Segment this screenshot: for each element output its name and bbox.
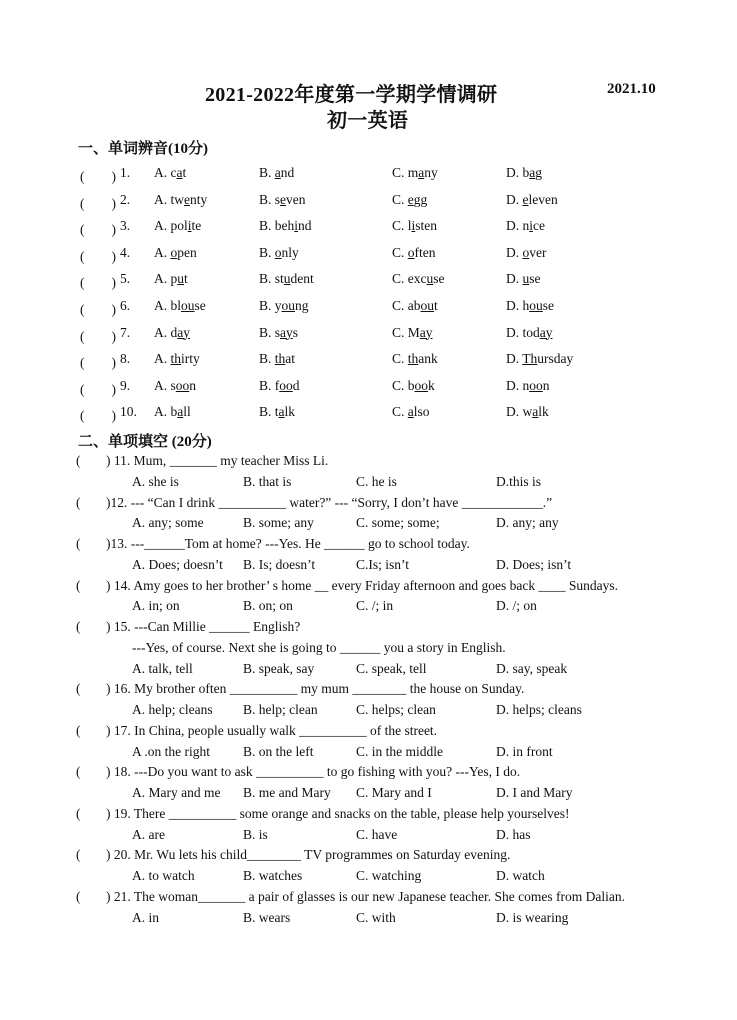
answer-option: D. helps; cleans bbox=[496, 702, 582, 717]
underlined-letters: a bbox=[532, 404, 539, 420]
option-d bbox=[506, 218, 545, 234]
answer-option: D. in front bbox=[496, 743, 553, 759]
option-text: A. b bbox=[154, 404, 178, 420]
option-a bbox=[154, 165, 186, 181]
question-text: ) 21. The woman_______ a pair of glasses is our new Japanese teacher. She comes from Dalian. bbox=[106, 888, 625, 904]
option-text: C. ab bbox=[392, 298, 421, 313]
option-text: nly bbox=[281, 244, 299, 260]
answer-option: D. I and Mary bbox=[496, 785, 573, 800]
option-a bbox=[154, 218, 201, 234]
answer-option: D. Does; isn’t bbox=[496, 556, 572, 572]
answer-option: A. are bbox=[132, 826, 165, 842]
option-a bbox=[154, 192, 207, 208]
underlined-letters: o bbox=[274, 244, 282, 260]
option-text: ften bbox=[414, 244, 436, 260]
option-text: C. b bbox=[392, 377, 415, 393]
answer-option: A. Does; doesn’t bbox=[132, 556, 223, 572]
underlined-letters: th bbox=[170, 351, 182, 367]
option-text: dent bbox=[290, 271, 314, 287]
underlined-letters: u bbox=[283, 271, 291, 287]
answer-option: B. speak, say bbox=[243, 660, 315, 676]
option-text: C. bbox=[392, 191, 408, 207]
exam-date: 2021.10 bbox=[607, 81, 656, 97]
option-d bbox=[506, 271, 541, 287]
answer-paren: ( bbox=[76, 722, 81, 738]
answer-option: A. talk, tell bbox=[132, 660, 193, 676]
answer-option: C. with bbox=[356, 909, 396, 925]
option-text: se bbox=[194, 298, 206, 313]
option-d bbox=[506, 165, 542, 181]
option-text: n bbox=[189, 377, 197, 393]
option-text: D. n bbox=[506, 377, 530, 393]
underlined-letters: a bbox=[529, 165, 536, 180]
answer-option: B. me and Mary bbox=[243, 785, 331, 800]
question-number: 9. bbox=[120, 377, 131, 393]
underlined-letters: a bbox=[274, 165, 281, 180]
option-text: lk bbox=[538, 404, 549, 420]
option-text: D. bbox=[506, 351, 523, 367]
underlined-letters: a bbox=[278, 404, 285, 420]
option-text: ll bbox=[183, 404, 191, 420]
answer-option: C. some; some; bbox=[356, 515, 440, 531]
question-number: 10. bbox=[120, 404, 137, 420]
answer-blank: ( ) bbox=[80, 275, 116, 291]
underlined-letters: i bbox=[187, 218, 192, 234]
option-b bbox=[259, 404, 295, 420]
option-text: ng bbox=[295, 298, 309, 313]
answer-option: D. watch bbox=[496, 868, 545, 883]
underlined-letters: ou bbox=[281, 298, 296, 313]
option-text: D. w bbox=[506, 404, 533, 420]
question-text: ---Yes, of course. Next she is going to ______ you a story in English. bbox=[132, 639, 506, 655]
answer-paren: ( bbox=[76, 577, 81, 593]
option-text: A. pol bbox=[154, 218, 188, 234]
option-a bbox=[154, 325, 190, 341]
answer-option: D. any; any bbox=[496, 515, 559, 531]
option-a bbox=[154, 351, 200, 367]
option-text: te bbox=[191, 218, 202, 234]
question-text: )13. ---______Tom at home? ---Yes. He ______ go to school today. bbox=[106, 536, 470, 551]
underlined-letters: o bbox=[522, 244, 530, 260]
answer-option: A. she is bbox=[132, 473, 179, 489]
answer-paren: ( bbox=[76, 681, 81, 697]
answer-blank: ( ) bbox=[80, 222, 116, 238]
option-c bbox=[392, 298, 438, 314]
question-number: 7. bbox=[120, 324, 131, 340]
underlined-letters: ou bbox=[529, 298, 543, 313]
option-text: A. c bbox=[154, 165, 177, 180]
answer-option: C. speak, tell bbox=[356, 660, 427, 676]
underlined-letters: Th bbox=[522, 351, 538, 367]
answer-option: A. help; cleans bbox=[132, 702, 213, 717]
answer-paren: ( bbox=[76, 494, 81, 510]
option-c bbox=[392, 165, 438, 181]
question-text: ) 15. ---Can Millie ______ English? bbox=[106, 619, 301, 634]
answer-option: D. say, speak bbox=[496, 660, 568, 676]
option-text: A. bbox=[154, 244, 171, 260]
option-text: leven bbox=[528, 191, 558, 207]
underlined-letters: th bbox=[407, 351, 419, 367]
option-text: D. bbox=[506, 191, 523, 207]
option-c bbox=[392, 245, 436, 261]
answer-option: A. to watch bbox=[132, 868, 195, 883]
question-number: 5. bbox=[120, 271, 131, 287]
underlined-letters: e bbox=[184, 191, 190, 207]
option-a bbox=[154, 271, 188, 287]
option-b bbox=[259, 298, 309, 314]
question-number: 2. bbox=[120, 191, 131, 207]
answer-option: A. any; some bbox=[132, 515, 204, 531]
section-heading: 一、单词辨音(10分) bbox=[78, 141, 208, 157]
answer-option: A. in bbox=[132, 909, 159, 925]
option-text: gg bbox=[413, 191, 428, 207]
option-text: t bbox=[182, 165, 187, 180]
option-d bbox=[506, 192, 558, 208]
option-a bbox=[154, 404, 191, 420]
option-text: ver bbox=[529, 244, 547, 260]
option-text: C. m bbox=[392, 165, 419, 180]
option-b bbox=[259, 218, 312, 234]
option-b bbox=[259, 245, 299, 261]
option-c bbox=[392, 271, 445, 287]
option-text: nd bbox=[280, 165, 295, 180]
underlined-letters: ou bbox=[420, 298, 434, 313]
option-text: t bbox=[184, 271, 188, 287]
option-text: lk bbox=[284, 404, 296, 420]
option-a bbox=[154, 298, 206, 314]
question-text: ) 20. Mr. Wu lets his child________ TV programmes on Saturday evening. bbox=[106, 847, 511, 863]
option-b bbox=[259, 192, 306, 208]
option-c bbox=[392, 218, 437, 234]
option-text: lso bbox=[413, 404, 430, 420]
underlined-letters: o bbox=[170, 244, 178, 260]
answer-option: B. wears bbox=[243, 909, 291, 925]
underlined-letters: a bbox=[176, 165, 183, 180]
underlined-letters: e bbox=[522, 191, 529, 207]
option-text: nty bbox=[190, 191, 208, 207]
answer-paren: ( bbox=[76, 619, 81, 634]
option-text: B. beh bbox=[259, 218, 295, 234]
option-d bbox=[506, 245, 547, 261]
underlined-letters: a bbox=[177, 404, 184, 420]
question-number: 8. bbox=[120, 351, 131, 367]
answer-option: B. watches bbox=[243, 868, 303, 883]
option-text: D. bbox=[506, 271, 523, 287]
option-b bbox=[259, 271, 314, 287]
exam-title: 2021-2022年度第一学期学情调研 bbox=[205, 84, 498, 106]
option-text: C. M bbox=[392, 324, 420, 340]
option-b bbox=[259, 325, 298, 341]
answer-blank: ( ) bbox=[80, 408, 116, 424]
underlined-letters: th bbox=[274, 351, 286, 367]
question-text: ) 14. Amy goes to her brother’ s home __ every Friday afternoon and goes back ____ Sundays. bbox=[106, 577, 619, 593]
answer-blank: ( ) bbox=[80, 381, 116, 397]
option-text: irty bbox=[181, 351, 200, 367]
option-text: A. p bbox=[154, 271, 178, 287]
answer-option: D. is wearing bbox=[496, 909, 569, 925]
underlined-letters: a bbox=[418, 165, 425, 180]
underlined-letters: oo bbox=[529, 377, 543, 393]
answer-paren: ( bbox=[76, 764, 81, 780]
option-text: B. bbox=[259, 244, 275, 260]
option-text: n bbox=[542, 377, 550, 393]
underlined-letters: ay bbox=[280, 324, 293, 340]
option-text: ursday bbox=[537, 351, 574, 367]
option-text: sten bbox=[415, 218, 438, 234]
option-c bbox=[392, 404, 430, 420]
answer-option: B. on the left bbox=[243, 743, 314, 759]
answer-blank: ( ) bbox=[80, 355, 116, 371]
underlined-letters: oo bbox=[414, 377, 429, 393]
answer-option: B. Is; doesn’t bbox=[243, 556, 316, 572]
option-d bbox=[506, 325, 553, 341]
answer-option: B. help; clean bbox=[243, 702, 318, 717]
option-text: D. b bbox=[506, 165, 530, 180]
answer-option: C. watching bbox=[356, 868, 422, 883]
option-d bbox=[506, 298, 554, 314]
answer-option: C. have bbox=[356, 826, 398, 842]
answer-option: C. helps; clean bbox=[356, 702, 436, 717]
underlined-letters: oo bbox=[175, 377, 190, 393]
option-text: C. bbox=[392, 244, 408, 260]
answer-blank: ( ) bbox=[80, 302, 116, 317]
option-text: B. t bbox=[259, 404, 279, 420]
option-text: nd bbox=[298, 218, 312, 234]
question-number: 6. bbox=[120, 298, 131, 313]
option-b bbox=[259, 165, 294, 181]
option-text: D. n bbox=[506, 218, 530, 234]
answer-option: C. he is bbox=[356, 473, 397, 489]
answer-blank: ( ) bbox=[80, 169, 116, 184]
option-text: s bbox=[292, 324, 299, 340]
exam-subject: 初一英语 bbox=[327, 110, 409, 132]
option-text: B. s bbox=[259, 324, 281, 340]
underlined-letters: ay bbox=[177, 324, 190, 340]
option-text: ny bbox=[424, 165, 438, 180]
answer-option: D.this is bbox=[496, 473, 542, 489]
question-text: ) 16. My brother often __________ my mum ________ the house on Sunday. bbox=[106, 681, 525, 697]
answer-option: C. Mary and I bbox=[356, 785, 432, 800]
option-text: C. bbox=[392, 351, 408, 367]
option-text: A. s bbox=[154, 377, 176, 393]
option-text: D. tod bbox=[506, 324, 540, 340]
answer-option: A. in; on bbox=[132, 598, 180, 614]
answer-paren: ( bbox=[76, 888, 81, 904]
option-text: g bbox=[535, 165, 542, 180]
underlined-letters: o bbox=[407, 244, 415, 260]
question-number: 4. bbox=[120, 244, 131, 260]
option-text: D. bbox=[506, 244, 523, 260]
underlined-letters: a bbox=[407, 404, 414, 420]
option-a bbox=[154, 245, 197, 261]
option-d bbox=[506, 351, 573, 367]
answer-option: B. that is bbox=[243, 473, 292, 489]
option-text: B. f bbox=[259, 377, 280, 393]
question-number: 1. bbox=[120, 165, 131, 180]
option-text: at bbox=[285, 351, 296, 367]
underlined-letters: u bbox=[426, 271, 434, 287]
option-text: d bbox=[292, 377, 300, 393]
option-b bbox=[259, 351, 295, 367]
answer-option: A .on the right bbox=[132, 743, 210, 759]
underlined-letters: oo bbox=[279, 377, 293, 393]
option-d bbox=[506, 378, 550, 394]
question-text: ) 17. In China, people usually walk __________ of the street. bbox=[106, 722, 438, 738]
underlined-letters: ay bbox=[539, 324, 553, 340]
option-text: D. h bbox=[506, 298, 530, 313]
option-text: B. s bbox=[259, 191, 281, 207]
option-text: pen bbox=[177, 244, 197, 260]
question-text: ) 11. Mum, _______ my teacher Miss Li. bbox=[106, 453, 329, 468]
option-text: A. bl bbox=[154, 298, 181, 313]
question-number: 3. bbox=[120, 218, 131, 234]
option-c bbox=[392, 192, 427, 208]
underlined-letters: i bbox=[294, 218, 299, 234]
option-text: se bbox=[529, 271, 541, 287]
answer-option: A. Mary and me bbox=[132, 785, 221, 800]
underlined-letters: e bbox=[407, 191, 414, 207]
answer-option: D. /; on bbox=[496, 598, 537, 614]
option-text: ven bbox=[286, 191, 306, 207]
underlined-letters: i bbox=[411, 218, 416, 234]
option-text: t bbox=[434, 298, 438, 313]
option-text: C. exc bbox=[392, 271, 427, 287]
option-a bbox=[154, 378, 196, 394]
underlined-letters: u bbox=[177, 271, 184, 287]
option-text: B. y bbox=[259, 298, 282, 313]
answer-option: C.Is; isn’t bbox=[356, 556, 410, 572]
question-text: )12. --- “Can I drink __________ water?” --- “Sorry, I don’t have ____________.” bbox=[106, 494, 553, 510]
answer-blank: ( ) bbox=[80, 195, 116, 211]
option-text: C. bbox=[392, 404, 408, 420]
underlined-letters: i bbox=[529, 218, 534, 234]
option-c bbox=[392, 351, 438, 367]
underlined-letters: ay bbox=[419, 324, 433, 340]
underlined-letters: e bbox=[280, 191, 287, 207]
option-c bbox=[392, 378, 435, 394]
underlined-letters: u bbox=[522, 271, 530, 287]
answer-paren: ( bbox=[76, 536, 81, 551]
option-text: A. bbox=[154, 351, 171, 367]
answer-option: C. /; in bbox=[356, 598, 394, 614]
option-text: ank bbox=[418, 351, 438, 367]
answer-option: B. on; on bbox=[243, 598, 293, 614]
underlined-letters: ou bbox=[181, 298, 195, 313]
option-text: C. l bbox=[392, 218, 412, 234]
question-text: ) 18. ---Do you want to ask __________ to go fishing with you? ---Yes, I do. bbox=[106, 764, 521, 780]
answer-paren: ( bbox=[76, 847, 81, 863]
answer-option: B. some; any bbox=[243, 515, 314, 531]
option-d bbox=[506, 404, 549, 420]
option-text: se bbox=[433, 271, 445, 287]
option-c bbox=[392, 325, 433, 341]
option-text: B. bbox=[259, 351, 275, 367]
option-text: ce bbox=[533, 218, 545, 234]
section-heading: 二、单项填空 (20分) bbox=[78, 434, 212, 450]
question-text: ) 19. There __________ some orange and snacks on the table, please help yourselves! bbox=[106, 805, 570, 821]
answer-option: C. in the middle bbox=[356, 743, 443, 759]
answer-blank: ( ) bbox=[80, 248, 116, 264]
answer-option: D. has bbox=[496, 826, 531, 842]
answer-paren: ( bbox=[76, 805, 81, 821]
option-b bbox=[259, 378, 300, 394]
option-text: A. tw bbox=[154, 191, 184, 207]
option-text: A. d bbox=[154, 324, 178, 340]
option-text: k bbox=[428, 377, 435, 393]
option-text: B. bbox=[259, 165, 275, 180]
answer-option: B. is bbox=[243, 826, 268, 842]
option-text: se bbox=[542, 298, 554, 313]
answer-paren: ( bbox=[76, 453, 81, 468]
option-text: B. st bbox=[259, 271, 284, 287]
answer-blank: ( ) bbox=[80, 328, 116, 344]
